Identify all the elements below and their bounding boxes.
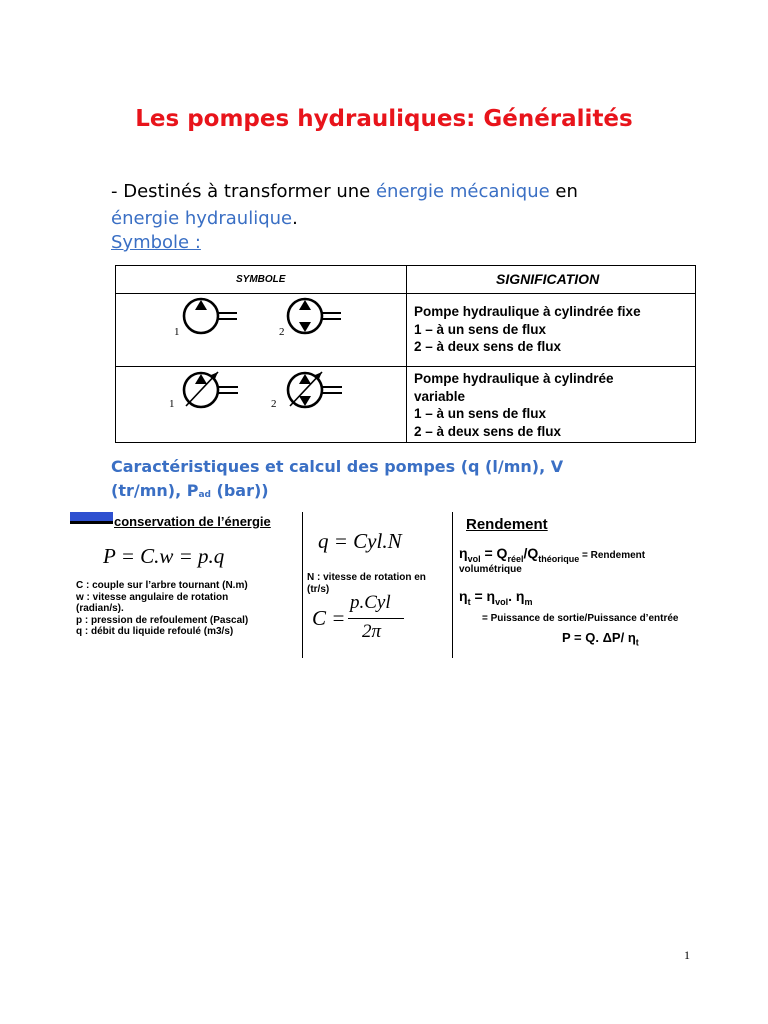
volumetric-label: volumétrique (459, 564, 522, 575)
black-underline-bar (70, 521, 113, 524)
eq3-main: P = Q. ΔP/ η (562, 630, 636, 645)
variable-pump-one-way-icon (178, 366, 248, 412)
legend-line: w : vitesse angulaire de rotation (76, 591, 229, 603)
eq1-tail: = Rendement (579, 550, 646, 561)
power-ratio-text: = Puissance de sortie/Puissance d’entrée (482, 613, 679, 624)
variable-pump-two-way-icon (282, 366, 352, 414)
legend-line: q : débit du liquide refoulé (m3/s) (76, 626, 234, 637)
term-mechanical-energy: énergie mécanique (375, 181, 550, 202)
intro-line-2 (111, 205, 578, 232)
eta-symbol: η (459, 588, 468, 604)
header-symbol: SYMBOLE (236, 274, 286, 285)
torque-lhs: C = (312, 606, 346, 630)
efficiency-title: Rendement (466, 516, 548, 533)
column-separator-2 (452, 512, 453, 658)
symbol-number: 2 (271, 398, 277, 410)
characteristics-line-2a: (tr/mn), P (111, 481, 199, 500)
term-hydraulic-energy: énergie hydraulique (111, 208, 293, 229)
eta-symbol: η (459, 545, 468, 561)
volumetric-efficiency-eq (459, 545, 645, 564)
characteristics-line-2b: (bar)) (210, 481, 269, 500)
fixed-pump-one-way-icon (180, 296, 240, 336)
power-formula: P = C.w = p.q (103, 544, 225, 568)
energy-legend (76, 580, 248, 638)
m-subscript: m (524, 596, 533, 607)
eq1-slash: /Q (523, 545, 539, 561)
intro-line-1 (111, 178, 578, 205)
energy-conservation-title: conservation de l’énergie (114, 514, 271, 529)
intro-middle: en (549, 181, 578, 202)
symbol-number: 2 (279, 326, 285, 338)
torque-denominator: 2π (362, 621, 382, 642)
eq1-mid: = Q (480, 545, 508, 561)
meaning-line: Pompe hydraulique à cylindrée (414, 371, 614, 386)
vol-subscript: vol (467, 553, 481, 564)
meaning-line: Pompe hydraulique à cylindrée fixe (414, 304, 641, 319)
intro-suffix: . (292, 208, 298, 229)
page-number: 1 (684, 948, 690, 962)
torque-numerator: p.Cyl (350, 592, 391, 613)
meaning-line: variable (414, 388, 466, 404)
meaning-line: 2 – à deux sens de flux (414, 339, 562, 354)
symbol-number: 1 (169, 398, 175, 410)
meaning-line: 1 – à un sens de flux (414, 406, 547, 421)
flow-formula: q = Cyl.N (318, 529, 402, 553)
column-separator-1 (302, 512, 303, 658)
eq2-mid: = η (470, 588, 496, 604)
power-equation (562, 630, 639, 648)
fixed-pump-two-way-icon (284, 294, 344, 338)
t-subscript: t (467, 596, 471, 607)
meaning-line: 1 – à un sens de flux (414, 321, 547, 337)
legend-line: C : couple sur l’arbre tournant (N.m) (76, 580, 248, 591)
meaning-line: 2 – à deux sens de flux (414, 423, 562, 439)
characteristics-line-2 (111, 479, 671, 506)
legend-line: (tr/s) (307, 583, 330, 595)
symbol-table (115, 265, 696, 443)
eq2-dot: . η (508, 588, 525, 604)
legend-line: p : pression de refoulement (Pascal) (76, 614, 249, 626)
characteristics-line-1: Caractéristiques et calcul des pompes (q (l/mn), V (111, 457, 564, 476)
symbol-number: 1 (174, 326, 180, 338)
legend-line: N : vitesse de rotation en (307, 572, 426, 583)
vol-subscript: vol (495, 596, 509, 607)
header-meaning: SIGNIFICATION (496, 271, 600, 287)
meaning-cell-2 (414, 370, 614, 440)
theoretical-subscript: théorique (538, 553, 580, 564)
fraction-bar (348, 618, 404, 619)
legend-line: (radian/s). (76, 603, 124, 614)
page-title: Les pompes hydrauliques: Généralités (135, 106, 633, 132)
pressure-subscript: ad (198, 490, 211, 500)
meaning-cell-1 (414, 303, 641, 356)
intro-prefix: - Destinés à transformer une (111, 181, 376, 202)
symbol-label: Symbole : (111, 232, 201, 253)
total-efficiency-eq (459, 588, 532, 607)
characteristics-heading (111, 455, 671, 506)
table-column-divider (406, 266, 407, 442)
eq3-subscript: t (635, 637, 639, 648)
reel-subscript: réel (507, 553, 524, 564)
intro-paragraph (111, 178, 578, 232)
